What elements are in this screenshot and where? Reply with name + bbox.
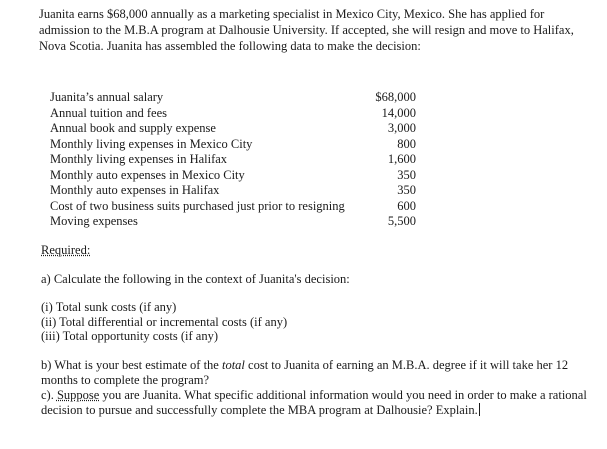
row-value: 1,600 — [387, 152, 416, 166]
row-label: Monthly living expenses in Mexico City — [50, 136, 253, 151]
row-label: Monthly living expenses in Halifax — [50, 152, 228, 166]
question-a-sub-items — [41, 300, 287, 344]
row-value: $68,000 — [375, 90, 416, 104]
row-label: Cost of two business suits purchased just prior to resigning — [50, 198, 345, 213]
table-row — [50, 106, 422, 122]
row-label: Monthly auto expenses in Mexico City — [50, 167, 245, 182]
row-label: Juanita’s annual salary — [50, 90, 164, 104]
row-value: 350 — [397, 183, 416, 197]
question-b-emphasis: total — [221, 358, 245, 372]
question-c-prefix: c). — [41, 388, 57, 402]
required-heading: Required: — [41, 243, 91, 257]
question-c[interactable] — [41, 388, 596, 418]
list-item: (ii) Total differential or incremental costs (if any) — [41, 314, 288, 329]
row-value: 5,500 — [387, 214, 416, 228]
row-label: Monthly auto expenses in Halifax — [50, 183, 220, 197]
question-b — [41, 358, 581, 388]
row-value: 800 — [397, 136, 416, 151]
question-a: a) Calculate the following in the context of Juanita's decision: — [41, 272, 350, 286]
cost-data-table — [50, 90, 422, 230]
row-value: 350 — [397, 167, 416, 182]
row-value: 14,000 — [381, 105, 416, 120]
table-row — [50, 121, 422, 137]
table-row — [50, 168, 422, 184]
row-label: Annual book and supply expense — [50, 121, 216, 135]
text-cursor — [479, 403, 480, 416]
table-row — [50, 199, 422, 215]
row-value: 3,000 — [387, 121, 416, 135]
question-c-text: you are Juanita. What specific additional information would you need in order to make a rational decision to pursue and successfully complete the MBA program at Dalhousie? Explain. — [41, 388, 587, 417]
table-row — [50, 90, 422, 106]
table-row — [50, 152, 422, 168]
question-c-underlined-word: Suppose — [56, 388, 100, 402]
table-row — [50, 137, 422, 153]
row-label: Annual tuition and fees — [50, 105, 167, 120]
list-item: (iii) Total opportunity costs (if any) — [41, 329, 218, 343]
table-row — [50, 183, 422, 199]
list-item: (i) Total sunk costs (if any) — [41, 300, 177, 314]
row-value: 600 — [397, 198, 416, 213]
table-row — [50, 214, 422, 230]
intro-paragraph: Juanita earns $68,000 annually as a marketing specialist in Mexico City, Mexico. She has applied for admission to the M.B.A program at Dalhousie University. If accepted, she will resign and move to Halifax, Nova Scotia. Juanita has assembled the following data to make the decision: — [39, 7, 574, 53]
row-label: Moving expenses — [50, 214, 138, 228]
question-b-text-start: b) What is your best estimate of the — [41, 358, 222, 372]
question-b-text-end: cost to Juanita of earning an M.B.A. degree if it will take her 12 months to complete the program? — [41, 358, 569, 387]
